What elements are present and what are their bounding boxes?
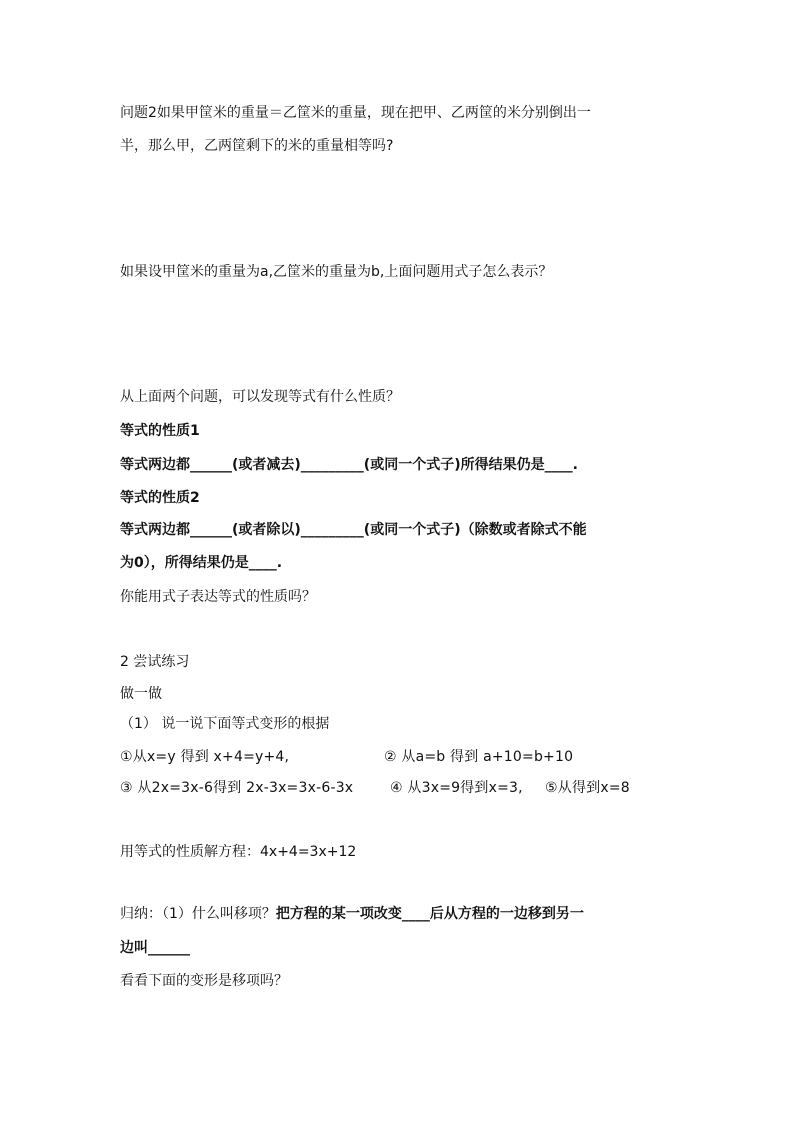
- summary-line-1: [120, 904, 584, 924]
- question-1-label: （1） 说一说下面等式变形的根据: [120, 716, 330, 732]
- closing-question: 看看下面的变形是移项吗？: [120, 973, 288, 989]
- question-2-line-1: 问题2如果甲筐米的重量＝乙筐米的重量，现在把甲、乙两筐的米分别倒出一: [120, 105, 591, 121]
- summary-line-2: 边叫______: [120, 940, 190, 956]
- expression-question: 如果设甲筐米的重量为a,乙筐米的重量为b,上面问题用式子怎么表示？: [120, 264, 553, 280]
- transformation-item-2: ② 从a=b 得到 a+10=b+10: [384, 749, 574, 765]
- property-1-title: 等式的性质1: [120, 423, 200, 439]
- transformation-item-1: ①从x=y 得到 x+4=y+4,: [120, 749, 290, 765]
- property-1-text: 等式两边都______(或者减去)_________(或同一个式子)所得结果仍是____.: [120, 457, 578, 473]
- transformation-item-3: ③ 从2x=3x-6得到 2x-3x=3x-6-3x: [120, 780, 354, 796]
- property-2-line-1: 等式两边都______(或者除以)_________(或同一个式子)（除数或者除式不能: [120, 522, 587, 538]
- summary-bold-text: 把方程的某一项改变____后从方程的一边移到另一: [275, 906, 584, 922]
- property-2-line-2: 为0），所得结果仍是____.: [120, 555, 283, 571]
- summary-prefix: 归纳：（1）什么叫移项？: [120, 906, 276, 922]
- property-question: 从上面两个问题，可以发现等式有什么性质？: [120, 389, 400, 405]
- transformation-item-5: ⑤从得到x=8: [545, 780, 630, 796]
- try-title: 做一做: [120, 686, 162, 702]
- solve-prompt: 用等式的性质解方程：4x+4=3x+12: [120, 844, 357, 860]
- property-2-title: 等式的性质2: [120, 490, 200, 506]
- question-2-line-2: 半，那么甲，乙两筐剩下的米的重量相等吗?: [120, 138, 394, 154]
- expression-prompt: 你能用式子表达等式的性质吗？: [120, 589, 316, 605]
- section-title: 2 尝试练习: [120, 654, 190, 670]
- transformation-item-4: ④ 从3x=9得到x=3,: [390, 780, 523, 796]
